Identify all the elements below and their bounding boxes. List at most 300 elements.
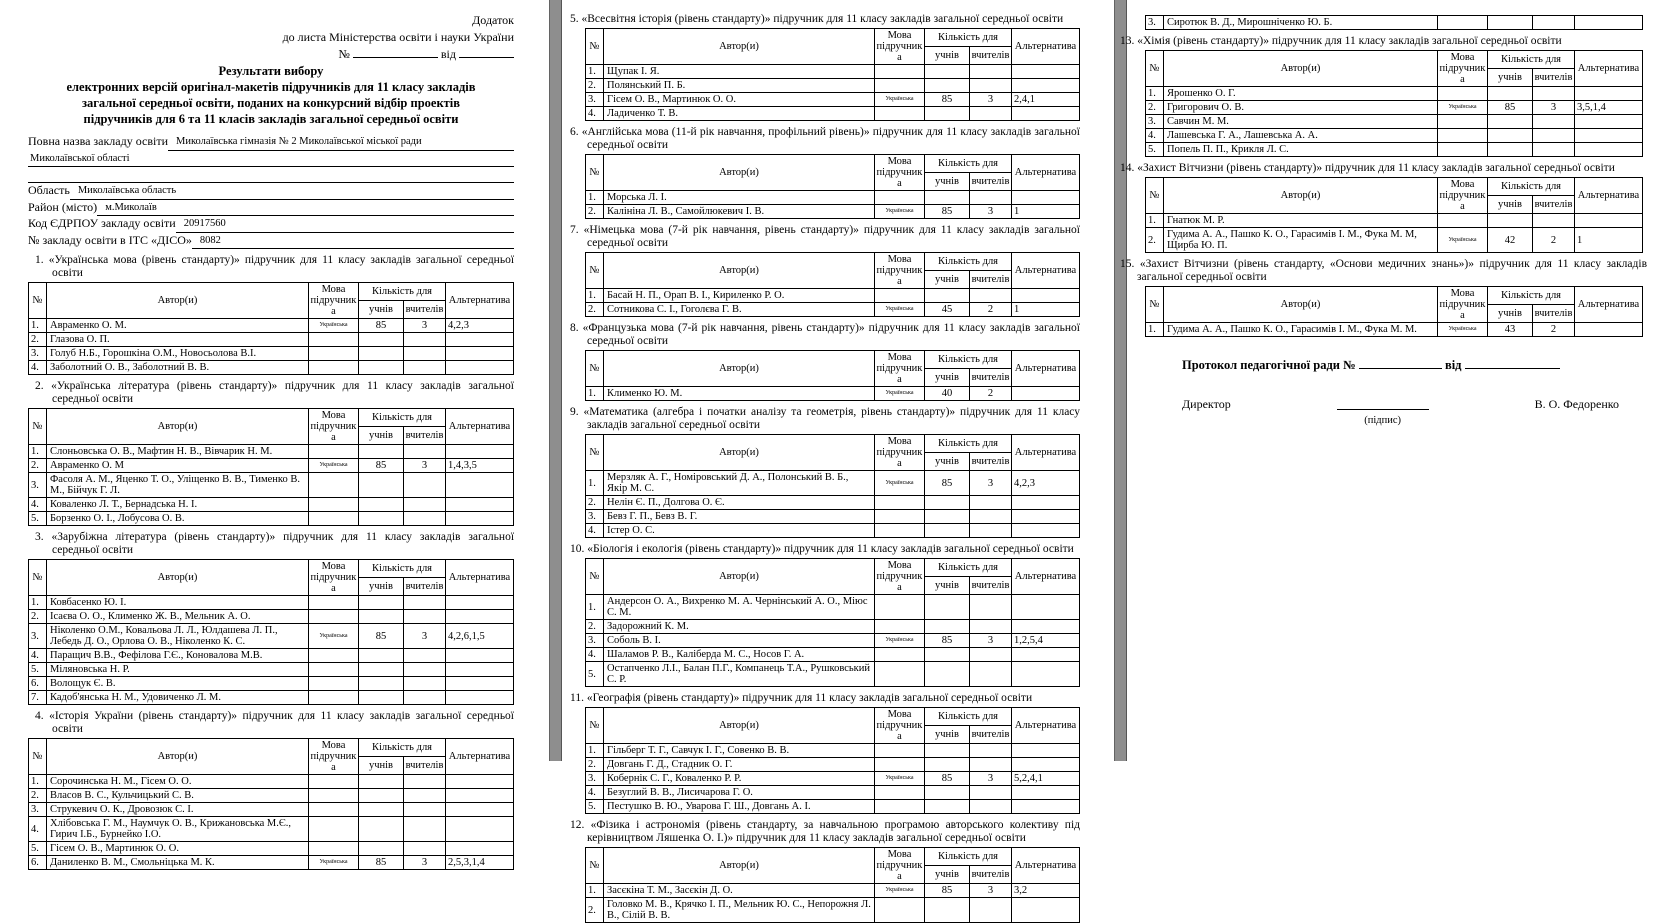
table-header bbox=[586, 559, 1080, 595]
textbook-table bbox=[585, 154, 1080, 219]
authors-cell: Гнатюк М. Р. bbox=[1164, 214, 1438, 228]
protocol-line bbox=[1182, 357, 1647, 373]
table-row bbox=[586, 620, 1080, 634]
table-title-text: «Українська література (рівень стандарту)» підручник для 11 класу закладів загальної середньої освіти bbox=[51, 380, 514, 405]
table-title bbox=[570, 543, 1080, 556]
language-header-line2: підручника bbox=[876, 447, 923, 469]
teachers-count-cell bbox=[969, 289, 1011, 303]
table-header-row-1 bbox=[1146, 287, 1643, 305]
table-row bbox=[1146, 228, 1643, 253]
language-header-line2: підручника bbox=[876, 265, 923, 287]
alternative-cell bbox=[446, 347, 514, 361]
students-count-cell bbox=[924, 662, 969, 687]
region-field bbox=[28, 183, 514, 200]
district-field bbox=[28, 200, 514, 217]
table-row bbox=[586, 662, 1080, 687]
alternative-cell bbox=[1012, 289, 1080, 303]
row-number-cell: 2. bbox=[29, 610, 47, 624]
alternative-cell: 1 bbox=[1012, 303, 1080, 317]
teachers-count-cell: 3 bbox=[403, 459, 445, 473]
language-header-line2: підручника bbox=[876, 167, 923, 189]
table-row bbox=[29, 856, 514, 870]
row-number-cell: 1. bbox=[586, 884, 604, 898]
row-number-cell: 6. bbox=[29, 856, 47, 870]
num-header: № bbox=[586, 559, 604, 595]
language-header bbox=[874, 155, 924, 191]
table-number: 4. bbox=[35, 710, 44, 722]
protocol-number-blank bbox=[1359, 357, 1442, 369]
table-number: 11. bbox=[570, 692, 584, 704]
table-row bbox=[586, 93, 1080, 107]
row-number-cell: 2. bbox=[29, 789, 47, 803]
row-number-cell: 5. bbox=[586, 800, 604, 814]
teachers-count-cell bbox=[969, 620, 1011, 634]
alternative-cell: 4,2,6,1,5 bbox=[446, 624, 514, 649]
language-cell bbox=[1437, 143, 1487, 157]
table-row bbox=[29, 677, 514, 691]
language-cell: Українська bbox=[308, 624, 358, 649]
table-row bbox=[586, 471, 1080, 496]
quantity-header: Кількість для bbox=[1487, 51, 1574, 69]
teachers-count-cell bbox=[969, 496, 1011, 510]
textbook-table-block bbox=[28, 380, 514, 526]
authors-cell: Савчин М. М. bbox=[1164, 115, 1438, 129]
students-count-cell bbox=[924, 620, 969, 634]
textbook-table-block bbox=[570, 322, 1080, 401]
table-header-row-1 bbox=[586, 708, 1080, 726]
table-header-row-1 bbox=[1146, 51, 1643, 69]
students-header: учнів bbox=[924, 866, 969, 884]
table-row bbox=[586, 205, 1080, 219]
language-header bbox=[874, 435, 924, 471]
students-header: учнів bbox=[1487, 196, 1532, 214]
table-title bbox=[570, 406, 1080, 432]
table-row bbox=[586, 634, 1080, 648]
num-header: № bbox=[29, 560, 47, 596]
language-header-line1: Мова bbox=[887, 30, 912, 41]
teachers-count-cell bbox=[969, 662, 1011, 687]
textbook-table bbox=[1145, 286, 1643, 337]
alternative-cell bbox=[446, 473, 514, 498]
edrpou-value: 20917560 bbox=[176, 216, 514, 233]
alternative-cell bbox=[446, 691, 514, 705]
table-number: 9. bbox=[570, 406, 579, 418]
teachers-count-cell bbox=[969, 191, 1011, 205]
students-count-cell bbox=[1487, 87, 1532, 101]
students-count-cell bbox=[358, 473, 403, 498]
table-title-text: «Хімія (рівень стандарту)» підручник для 11 класу закладів загальної середньої освіти bbox=[1137, 35, 1562, 47]
students-header: учнів bbox=[358, 578, 403, 596]
table-header-row-1 bbox=[29, 739, 514, 757]
teachers-count-cell bbox=[969, 898, 1011, 923]
authors-cell: Остапченко Л.І., Балан П.Г., Компанець Т.А., Рушковський С. Р. bbox=[604, 662, 875, 687]
teachers-header: вчителів bbox=[969, 369, 1011, 387]
students-count-cell: 85 bbox=[924, 634, 969, 648]
teachers-header: вчителів bbox=[403, 427, 445, 445]
teachers-header: вчителів bbox=[1532, 69, 1574, 87]
language-cell: Українська bbox=[874, 884, 924, 898]
diso-field bbox=[28, 233, 514, 250]
textbook-table-block bbox=[28, 254, 514, 375]
alternative-cell bbox=[1012, 595, 1080, 620]
authors-header: Автор(и) bbox=[47, 283, 309, 319]
table-header-row-1 bbox=[1146, 178, 1643, 196]
row-number-cell: 2. bbox=[586, 79, 604, 93]
textbook-table-block bbox=[1120, 258, 1647, 337]
table-header bbox=[586, 253, 1080, 289]
alternative-header: Альтернатива bbox=[446, 739, 514, 775]
row-number-cell: 1. bbox=[1146, 323, 1164, 337]
table-row bbox=[586, 496, 1080, 510]
table-title bbox=[35, 710, 514, 736]
alternative-cell bbox=[1012, 800, 1080, 814]
table-row bbox=[29, 610, 514, 624]
num-header: № bbox=[586, 848, 604, 884]
language-header-line2: підручника bbox=[876, 571, 923, 593]
authors-cell: Волощук Є. В. bbox=[47, 677, 309, 691]
language-cell: Українська bbox=[1437, 323, 1487, 337]
quantity-header: Кількість для bbox=[924, 435, 1011, 453]
students-header: учнів bbox=[1487, 69, 1532, 87]
row-number-cell: 1. bbox=[1146, 214, 1164, 228]
alternative-cell: 2,5,3,1,4 bbox=[446, 856, 514, 870]
language-header-line1: Мова bbox=[887, 156, 912, 167]
alternative-cell: 2,4,1 bbox=[1012, 93, 1080, 107]
language-cell: Українська bbox=[308, 459, 358, 473]
page-divider-1 bbox=[549, 0, 562, 761]
diso-value: 8082 bbox=[192, 233, 514, 250]
teachers-count-cell bbox=[969, 744, 1011, 758]
row-number-cell: 1. bbox=[586, 744, 604, 758]
row-number-cell: 1. bbox=[1146, 87, 1164, 101]
teachers-header: вчителів bbox=[969, 173, 1011, 191]
language-cell bbox=[1437, 115, 1487, 129]
students-count-cell bbox=[924, 786, 969, 800]
authors-cell: Попель П. П., Крикля Л. С. bbox=[1164, 143, 1438, 157]
teachers-count-cell bbox=[969, 786, 1011, 800]
students-header: учнів bbox=[358, 301, 403, 319]
students-count-cell bbox=[1487, 143, 1532, 157]
num-header: № bbox=[586, 253, 604, 289]
table-title-text: «Англійська мова (11-й рік навчання, профільний рівень)» підручник для 11 класу закладів загальної середньої освіти bbox=[581, 126, 1080, 151]
authors-header: Автор(и) bbox=[47, 409, 309, 445]
document-title-line: електронних версій оригінал-макетів підручників для 11 класу закладів bbox=[66, 80, 476, 94]
language-header bbox=[1437, 178, 1487, 214]
district-value: м.Миколаїв bbox=[97, 200, 514, 217]
students-header: учнів bbox=[358, 427, 403, 445]
table-row bbox=[29, 842, 514, 856]
diso-label: № закладу освіти в ІТС «ДІСО» bbox=[28, 232, 192, 247]
table-body bbox=[29, 445, 514, 526]
institution-fields bbox=[28, 134, 514, 249]
table-row bbox=[1146, 115, 1643, 129]
row-number-cell: 1. bbox=[29, 445, 47, 459]
alternative-cell bbox=[446, 649, 514, 663]
students-count-cell bbox=[924, 524, 969, 538]
quantity-header: Кількість для bbox=[924, 708, 1011, 726]
table-number: 7. bbox=[570, 224, 579, 236]
teachers-count-cell: 3 bbox=[1532, 101, 1574, 115]
language-header-line2: підручника bbox=[1439, 299, 1486, 321]
language-header-line2: підручника bbox=[1439, 190, 1486, 212]
table-row bbox=[586, 191, 1080, 205]
teachers-header: вчителів bbox=[403, 757, 445, 775]
teachers-count-cell bbox=[403, 596, 445, 610]
teachers-count-cell: 3 bbox=[969, 772, 1011, 786]
students-count-cell: 85 bbox=[924, 205, 969, 219]
document-title-line: загальної середньої освіти, поданих на конкурсний відбір проектів bbox=[81, 96, 461, 110]
table-title-text: «Біологія і екологія (рівень стандарту)» підручник для 11 класу закладів загальної середньої освіти bbox=[587, 543, 1074, 555]
teachers-count-cell bbox=[403, 803, 445, 817]
language-header-line2: підручника bbox=[876, 860, 923, 882]
table-row bbox=[586, 387, 1080, 401]
language-cell bbox=[308, 473, 358, 498]
row-number-cell: 4. bbox=[29, 649, 47, 663]
students-count-cell: 42 bbox=[1487, 228, 1532, 253]
students-count-cell bbox=[924, 191, 969, 205]
table-header-row-1 bbox=[586, 253, 1080, 271]
table-row bbox=[29, 803, 514, 817]
num-header: № bbox=[586, 708, 604, 744]
authors-cell: Гісем О. В., Мартинюк О. О. bbox=[604, 93, 875, 107]
authors-cell: Сиротюк В. Д., Мирошніченко Ю. Б. bbox=[1164, 16, 1438, 30]
language-cell: Українська bbox=[1437, 101, 1487, 115]
table-row bbox=[29, 473, 514, 498]
authors-cell: Щупак І. Я. bbox=[604, 65, 875, 79]
students-count-cell: 85 bbox=[924, 772, 969, 786]
authors-header: Автор(и) bbox=[47, 560, 309, 596]
language-cell bbox=[874, 496, 924, 510]
textbook-table bbox=[28, 559, 514, 705]
language-header bbox=[308, 739, 358, 775]
edrpou-field bbox=[28, 216, 514, 233]
language-header-line2: підручника bbox=[310, 421, 357, 443]
language-cell: Українська bbox=[874, 387, 924, 401]
table-row bbox=[586, 744, 1080, 758]
alternative-cell bbox=[1012, 510, 1080, 524]
quantity-header: Кількість для bbox=[1487, 178, 1574, 196]
num-header: № bbox=[29, 409, 47, 445]
students-count-cell bbox=[1487, 214, 1532, 228]
page-1 bbox=[28, 0, 514, 870]
students-count-cell bbox=[924, 79, 969, 93]
language-header-line1: Мова bbox=[887, 352, 912, 363]
table-row bbox=[29, 361, 514, 375]
language-cell: Українська bbox=[874, 772, 924, 786]
teachers-count-cell bbox=[403, 842, 445, 856]
table-body bbox=[586, 744, 1080, 814]
table-title bbox=[570, 126, 1080, 152]
teachers-count-cell bbox=[1532, 214, 1574, 228]
annex-number-blank bbox=[353, 46, 438, 58]
director-row bbox=[1120, 397, 1647, 426]
row-number-cell: 5. bbox=[29, 663, 47, 677]
row-number-cell: 1. bbox=[586, 191, 604, 205]
table-row bbox=[586, 772, 1080, 786]
table-title bbox=[570, 322, 1080, 348]
table-header bbox=[586, 351, 1080, 387]
table-body bbox=[1146, 87, 1643, 157]
authors-cell: Бевз Г. П., Бевз В. Г. bbox=[604, 510, 875, 524]
textbook-table-block bbox=[1120, 35, 1647, 157]
table-body bbox=[1146, 323, 1643, 337]
students-count-cell bbox=[358, 789, 403, 803]
teachers-header: вчителів bbox=[969, 47, 1011, 65]
authors-header: Автор(и) bbox=[604, 848, 875, 884]
language-header-line2: підручника bbox=[1439, 63, 1486, 85]
alternative-header: Альтернатива bbox=[1012, 559, 1080, 595]
students-count-cell bbox=[924, 65, 969, 79]
students-count-cell bbox=[358, 842, 403, 856]
table-body bbox=[1146, 16, 1643, 30]
table-header bbox=[29, 283, 514, 319]
alternative-cell: 4,2,3 bbox=[446, 319, 514, 333]
language-header bbox=[308, 560, 358, 596]
language-cell bbox=[874, 800, 924, 814]
language-header bbox=[874, 29, 924, 65]
alternative-cell bbox=[446, 677, 514, 691]
table-number: 13. bbox=[1120, 35, 1135, 47]
authors-header: Автор(и) bbox=[604, 559, 875, 595]
table-title bbox=[35, 254, 514, 280]
textbook-table-block bbox=[570, 126, 1080, 219]
language-cell: Українська bbox=[308, 319, 358, 333]
teachers-count-cell bbox=[403, 445, 445, 459]
quantity-header: Кількість для bbox=[1487, 287, 1574, 305]
row-number-cell: 1. bbox=[586, 595, 604, 620]
students-count-cell bbox=[924, 595, 969, 620]
alternative-cell bbox=[446, 775, 514, 789]
table-row bbox=[1146, 16, 1643, 30]
row-number-cell: 1. bbox=[29, 596, 47, 610]
table-row bbox=[29, 319, 514, 333]
authors-header: Автор(и) bbox=[604, 155, 875, 191]
row-number-cell: 2. bbox=[1146, 101, 1164, 115]
language-header-line2: підручника bbox=[876, 720, 923, 742]
row-number-cell: 3. bbox=[29, 624, 47, 649]
row-number-cell: 4. bbox=[29, 817, 47, 842]
table-header bbox=[1146, 51, 1643, 87]
students-count-cell: 85 bbox=[358, 624, 403, 649]
table-row bbox=[29, 624, 514, 649]
students-count-cell bbox=[358, 512, 403, 526]
table-header bbox=[1146, 178, 1643, 214]
table-row bbox=[29, 333, 514, 347]
authors-cell: Кадоб'янська Н. М., Удовиченко Л. М. bbox=[47, 691, 309, 705]
table-row bbox=[1146, 129, 1643, 143]
table-row bbox=[586, 800, 1080, 814]
teachers-count-cell bbox=[1532, 129, 1574, 143]
row-number-cell: 5. bbox=[586, 662, 604, 687]
students-header: учнів bbox=[924, 369, 969, 387]
num-header: № bbox=[1146, 51, 1164, 87]
director-name: В. О. Федоренко bbox=[1534, 397, 1619, 411]
table-row bbox=[586, 289, 1080, 303]
teachers-count-cell bbox=[969, 648, 1011, 662]
table-title-text: «Історія України (рівень стандарту)» підручник для 11 класу закладів загальної середньої освіти bbox=[49, 710, 515, 735]
annex-number-line bbox=[28, 46, 514, 63]
teachers-count-cell bbox=[969, 65, 1011, 79]
textbook-table-block bbox=[28, 531, 514, 705]
students-count-cell bbox=[924, 898, 969, 923]
teachers-count-cell: 3 bbox=[969, 93, 1011, 107]
language-cell bbox=[1438, 16, 1488, 30]
authors-cell: Паращич В.В., Фефілова Г.Є., Коновалова М.В. bbox=[47, 649, 309, 663]
authors-cell: Ладиченко Т. В. bbox=[604, 107, 875, 121]
alternative-cell bbox=[446, 610, 514, 624]
table-row bbox=[29, 789, 514, 803]
teachers-count-cell bbox=[403, 610, 445, 624]
row-number-cell: 1. bbox=[29, 775, 47, 789]
language-header bbox=[874, 848, 924, 884]
table-row bbox=[29, 445, 514, 459]
teachers-header: вчителів bbox=[403, 578, 445, 596]
students-count-cell bbox=[924, 496, 969, 510]
table-row bbox=[586, 884, 1080, 898]
alternative-header: Альтернатива bbox=[1575, 51, 1643, 87]
students-count-cell bbox=[358, 498, 403, 512]
textbook-table bbox=[585, 558, 1080, 687]
alternative-cell bbox=[446, 842, 514, 856]
institution-value-line2: Миколаївської області bbox=[28, 151, 514, 168]
table-body bbox=[586, 471, 1080, 538]
teachers-count-cell bbox=[969, 107, 1011, 121]
row-number-cell: 4. bbox=[586, 648, 604, 662]
textbook-table bbox=[28, 408, 514, 526]
language-header-line2: підручника bbox=[876, 41, 923, 63]
page-2 bbox=[570, 0, 1080, 923]
table-title bbox=[570, 224, 1080, 250]
teachers-header: вчителів bbox=[403, 301, 445, 319]
alternative-cell bbox=[1575, 115, 1643, 129]
language-cell bbox=[1437, 214, 1487, 228]
teachers-count-cell: 3 bbox=[403, 319, 445, 333]
teachers-header: вчителів bbox=[1532, 305, 1574, 323]
table-row bbox=[586, 79, 1080, 93]
language-cell bbox=[874, 662, 924, 687]
row-number-cell: 4. bbox=[1146, 129, 1164, 143]
language-cell bbox=[874, 191, 924, 205]
language-cell bbox=[308, 649, 358, 663]
language-cell bbox=[874, 524, 924, 538]
table-header bbox=[586, 848, 1080, 884]
students-count-cell bbox=[1487, 115, 1532, 129]
textbook-table bbox=[585, 350, 1080, 401]
language-header bbox=[1437, 51, 1487, 87]
quantity-header: Кількість для bbox=[924, 29, 1011, 47]
num-header: № bbox=[586, 351, 604, 387]
institution-field bbox=[28, 134, 514, 151]
table-number: 2. bbox=[35, 380, 44, 392]
table-title-text: «Захист Вітчизни (рівень стандарту, «Основи медичних знань»)» підручник для 11 класу закладів загальної середньої освіти bbox=[1137, 258, 1648, 283]
protocol-date-label: від bbox=[1444, 358, 1462, 372]
teachers-header: вчителів bbox=[1532, 196, 1574, 214]
authors-cell: Істер О. С. bbox=[604, 524, 875, 538]
language-cell bbox=[308, 677, 358, 691]
quantity-header: Кількість для bbox=[358, 409, 445, 427]
students-count-cell bbox=[358, 817, 403, 842]
language-cell bbox=[874, 758, 924, 772]
language-cell bbox=[308, 445, 358, 459]
authors-cell: Сотникова С. І., Гоголєва Г. В. bbox=[604, 303, 875, 317]
table-header-row-1 bbox=[29, 560, 514, 578]
teachers-header: вчителів bbox=[969, 577, 1011, 595]
region-label: Область bbox=[28, 183, 70, 197]
authors-cell: Міляновська Н. Р. bbox=[47, 663, 309, 677]
num-header: № bbox=[586, 435, 604, 471]
textbook-table-block bbox=[570, 543, 1080, 687]
table-number: 10. bbox=[570, 543, 585, 555]
